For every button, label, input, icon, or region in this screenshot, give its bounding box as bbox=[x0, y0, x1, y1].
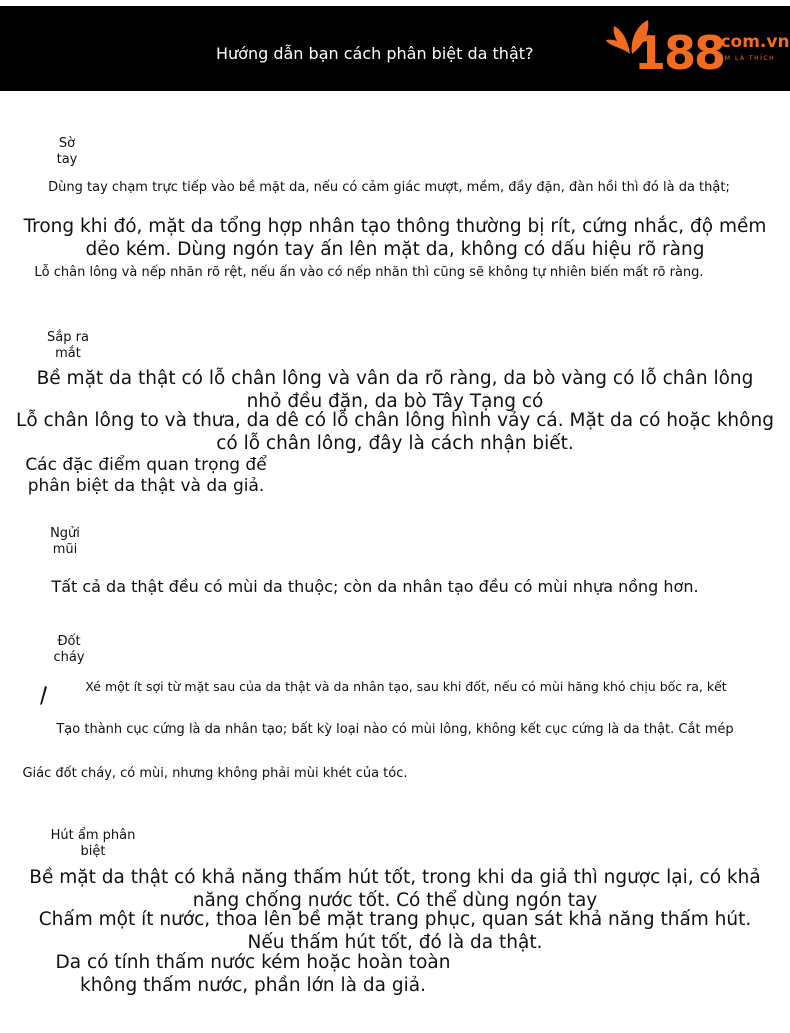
section-heading-smell: Ngửi mũi bbox=[50, 526, 80, 557]
section-heading-touch: Sờ tay bbox=[56, 136, 78, 167]
page-header bbox=[0, 6, 790, 91]
section-text: Lỗ chân lông và nếp nhăn rõ rệt, nếu ấn vào có nếp nhăn thì cũng sẽ không tự nhiên biến mất rõ ràng. bbox=[34, 265, 704, 280]
section-text: Chấm một ít nước, thoa lên bề mặt trang phục, quan sát khả năng thấm hút. Nếu thấm hút tốt, đó là da thật. bbox=[38, 909, 752, 953]
brand-logo[interactable] bbox=[604, 16, 790, 91]
section-heading-coming-soon: Sắp ra mắt bbox=[47, 330, 89, 361]
page-title: Hướng dẫn bạn cách phân biệt da thật? bbox=[216, 44, 534, 63]
logo-slogan: XEM LÀ THÍCH bbox=[714, 55, 776, 62]
section-text: Bề mặt da thật có khả năng thấm hút tốt, trong khi da giả thì ngược lại, có khả năng chống nước tốt. Có thể dùng ngón tay bbox=[29, 867, 761, 911]
logo-domain: .com.vn bbox=[714, 32, 790, 52]
section-text: Tạo thành cục cứng là da nhân tạo; bất kỳ loại nào có mùi lông, không kết cục cứng là da thật. Cắt mép bbox=[56, 722, 734, 737]
section-text: Da có tính thấm nước kém hoặc hoàn toàn không thấm nước, phần lớn là da giả. bbox=[55, 952, 451, 996]
section-text: Tất cả da thật đều có mùi da thuộc; còn da nhân tạo đều có mùi nhựa nồng hơn. bbox=[51, 577, 699, 596]
section-text: Xé một ít sợi từ mặt sau của da thật và da nhân tạo, sau khi đốt, nếu có mùi hăng khó chịu bốc ra, kết bbox=[85, 679, 727, 694]
section-text: Dùng tay chạm trực tiếp vào bề mặt da, nếu có cảm giác mượt, mềm, đầy đặn, đàn hồi thì đó là da thật; bbox=[48, 180, 730, 195]
section-text: Bề mặt da thật có lỗ chân lông và vân da rõ ràng, da bò vàng có lỗ chân lông nhỏ đều đặn, da bò Tây Tạng có bbox=[36, 368, 754, 412]
section-text: Lỗ chân lông to và thưa, da dê có lỗ chân lông hình vảy cá. Mặt da có hoặc không có lỗ chân lông, đây là cách nhận biết. bbox=[16, 410, 774, 454]
section-text: Giác đốt cháy, có mùi, nhưng không phải mùi khét của tóc. bbox=[22, 766, 408, 781]
section-heading-absorb: Hút ẩm phân biệt bbox=[50, 828, 136, 859]
text-cursor-icon bbox=[38, 684, 50, 708]
section-text: Các đặc điểm quan trọng để phân biệt da thật và da giả. bbox=[25, 455, 267, 496]
section-heading-burn: Đốt cháy bbox=[53, 634, 85, 665]
logo-number: 188 bbox=[634, 26, 725, 80]
section-text: Trong khi đó, mặt da tổng hợp nhân tạo thông thường bị rít, cứng nhắc, độ mềm dẻo kém. Dùng ngón tay ấn lên mặt da, không có dấu hiệu rõ ràng bbox=[23, 216, 767, 260]
